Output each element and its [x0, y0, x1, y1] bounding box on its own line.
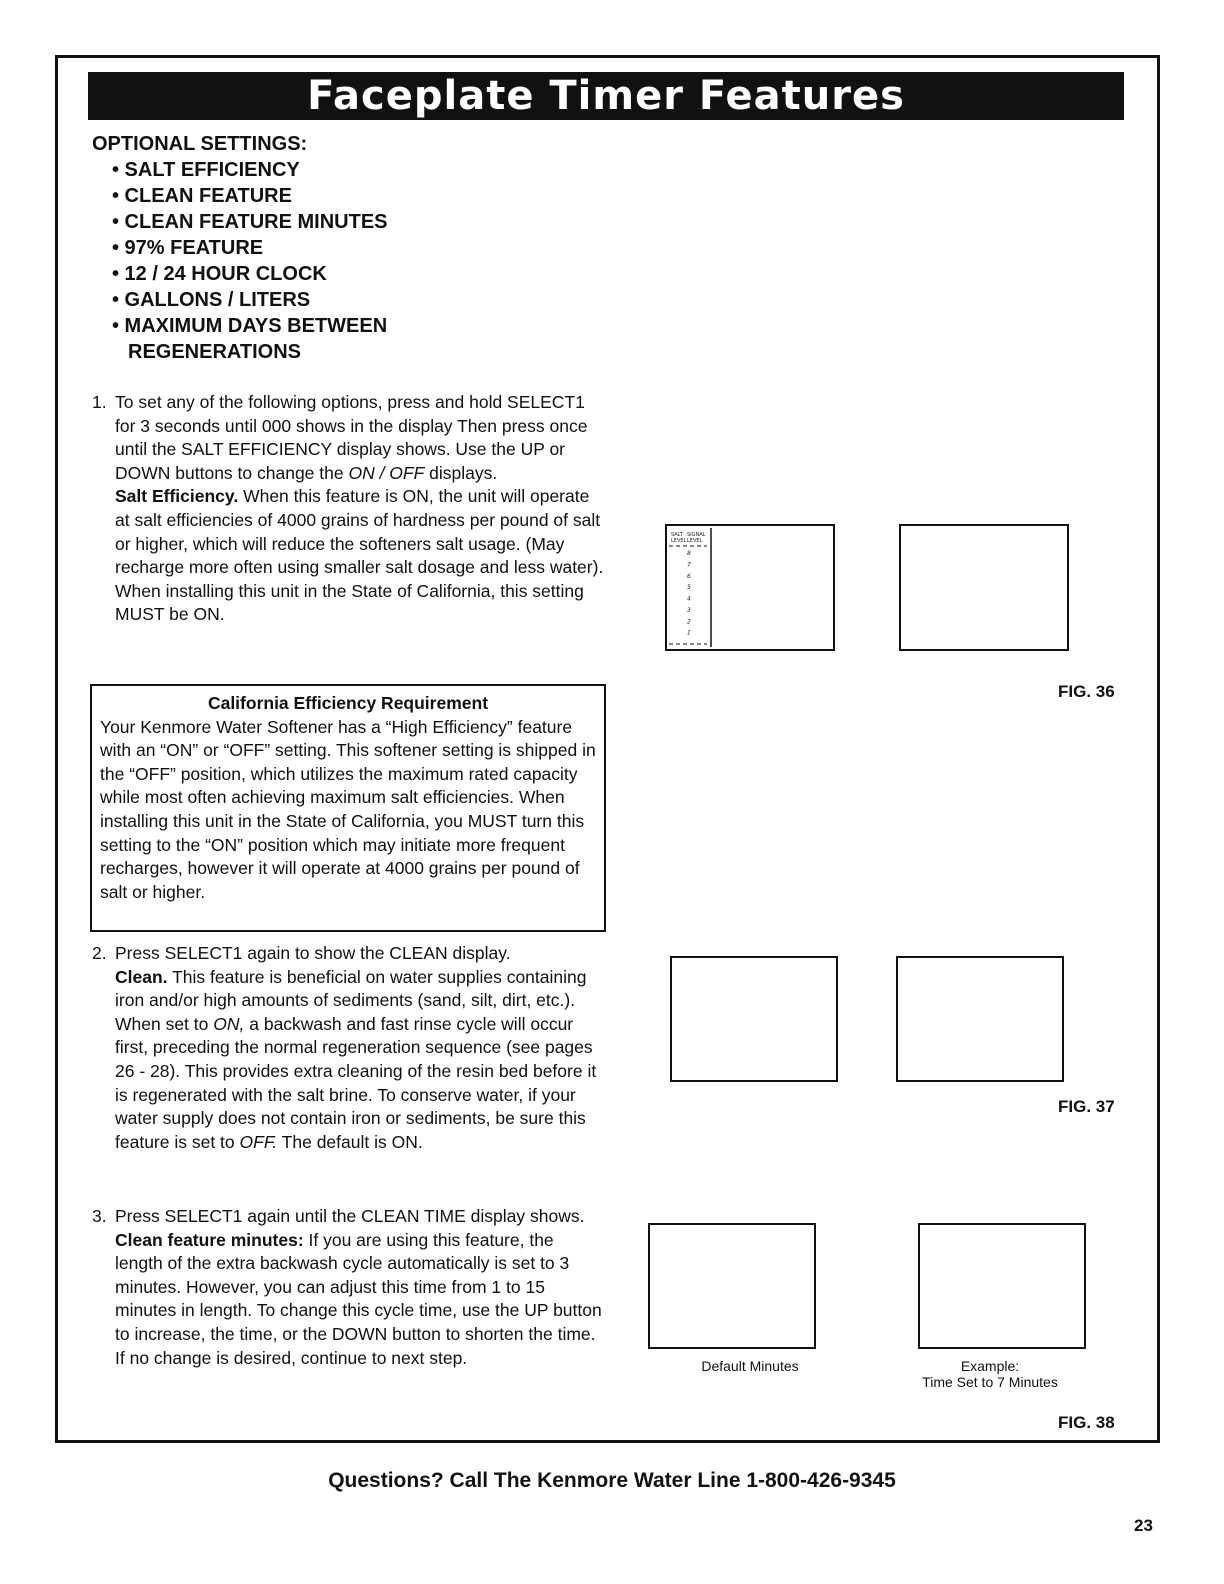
step-text-italic: OFF.	[239, 1131, 278, 1152]
term-clean: Clean.	[115, 966, 168, 987]
page-title: Faceplate Timer Features	[88, 72, 1124, 120]
list-item: • SALT EFFICIENCY	[112, 159, 300, 181]
scale-number: 7	[687, 561, 691, 569]
scale-number: 4	[687, 595, 691, 603]
list-item: • 12 / 24 HOUR CLOCK	[112, 263, 327, 285]
lcd-display-off	[665, 524, 835, 651]
step-text: displays.	[424, 462, 498, 483]
scale-number: 3	[687, 606, 691, 614]
lcd-display-clean-off	[670, 956, 838, 1082]
step-number: 3.	[92, 1206, 107, 1226]
scale-number: 5	[687, 584, 691, 592]
list-item: • 97% FEATURE	[112, 237, 264, 259]
step-number: 2.	[92, 943, 107, 963]
box-title: California Efficiency Requirement	[207, 693, 489, 713]
step-text: When this feature is ON, the unit will operate at salt efficiencies of 4000 grains of hardness per pound of salt or higher, which will reduce the softeners salt usage. (May recharge more often using smaller salt dosage and less water). When installing this unit in the State of California, this setting MUST be ON.	[115, 486, 604, 625]
optional-settings-heading: OPTIONAL SETTINGS:	[92, 133, 308, 155]
box-text: Your Kenmore Water Softener has a “High Efficiency” feature with an “ON” or “OFF” setting. This softener setting is shipped in the “OFF” position, which utilizes the maximum rated capacity while most often achieving maximum salt efficiencies. When installing this unit in the State of California, you MUST turn this setting to the “ON” position which may initiate more frequent recharges, however it will operate at 4000 grains per pound of salt or higher.	[100, 716, 596, 902]
step-text: If you are using this feature, the length of the extra backwash cycle automatically is set to 3 minutes. However, you can adjust this time from 1 to 15 minutes in length. To change this cycle time, use the UP button to increase, the time, or the DOWN button to shorten the time. If no change is desired, continue to next step.	[115, 1229, 602, 1368]
lcd-svg	[667, 526, 837, 653]
figure-label: FIG. 37	[1058, 1097, 1115, 1116]
step-text: This feature is beneficial on water supplies containing iron and/or high amounts of sediments (sand, silt, dirt, etc.). When set to	[115, 966, 587, 1034]
caption-example	[890, 1358, 1090, 1390]
step-text: To set any of the following options, press and hold SELECT1 for 3 seconds until 000 shows in the display Then press once until the SALT EFFICIENCY display shows. Use the UP or DOWN buttons to change the	[115, 392, 588, 483]
step-text: Press SELECT1 again to show the CLEAN display.	[115, 943, 511, 963]
list-item: • CLEAN FEATURE	[112, 185, 292, 207]
step-number: 1.	[92, 392, 107, 412]
scale-number: 2	[687, 618, 691, 626]
step-3-text	[115, 1205, 605, 1370]
step-text: The default is ON.	[277, 1131, 423, 1152]
list-item: • MAXIMUM DAYS BETWEEN REGENERATIONS	[112, 315, 388, 363]
step-text-italic: ON,	[213, 1013, 245, 1034]
lcd-display-time-example	[918, 1223, 1086, 1349]
caption-default-minutes: Default Minutes	[701, 1358, 799, 1374]
lcd-display-time-default	[648, 1223, 816, 1349]
scale-number: 8	[687, 550, 691, 557]
lcd-display-clean-on	[896, 956, 1064, 1082]
california-requirement-box	[90, 684, 606, 932]
footer-help-line: Questions? Call The Kenmore Water Line 1-800-426-9345	[328, 1469, 896, 1492]
step-text: Press SELECT1 again until the CLEAN TIME display shows.	[115, 1206, 585, 1226]
caption-line: Example:	[960, 1358, 1020, 1374]
step-2-text	[115, 942, 605, 1154]
figure-label: FIG. 38	[1058, 1413, 1115, 1432]
salt-label: SALT	[671, 532, 683, 538]
list-item: • GALLONS / LITERS	[112, 289, 311, 311]
step-text: a backwash and fast rinse cycle will occur first, preceding the normal regeneration sequence (see pages 26 - 28). This provides extra cleaning of the resin bed before it is regenerated with the salt brine. To conserve water, if your water supply does not contain iron or sediments, be sure this feature is set to	[115, 1013, 597, 1152]
level-label: LEVEL	[671, 538, 687, 544]
scale-number: 6	[687, 572, 691, 580]
step-1-text	[115, 391, 605, 627]
caption-line: Time Set to 7 Minutes	[922, 1374, 1058, 1390]
page-number: 23	[1134, 1516, 1153, 1535]
level-label: LEVEL	[687, 538, 703, 544]
term-clean-minutes: Clean feature minutes:	[115, 1229, 304, 1250]
scale-number: 1	[687, 629, 691, 637]
optional-settings-list	[112, 157, 472, 365]
step-text-italic: ON / OFF	[348, 462, 425, 483]
figure-label: FIG. 36	[1058, 682, 1115, 701]
list-item: • CLEAN FEATURE MINUTES	[112, 211, 388, 233]
signal-label: SIGNAL	[687, 532, 706, 538]
term-salt-efficiency: Salt Efficiency.	[115, 486, 239, 507]
lcd-display-on	[899, 524, 1069, 651]
